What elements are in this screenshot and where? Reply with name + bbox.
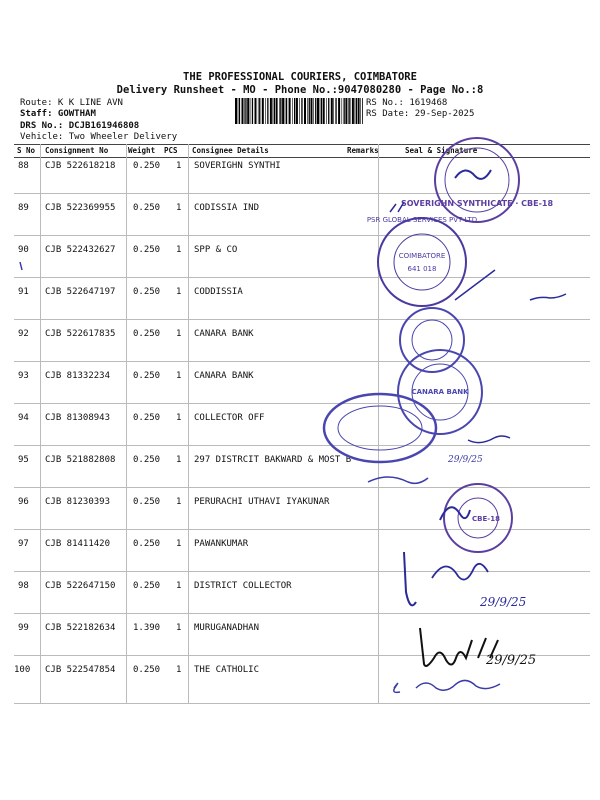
barcode-bar [280, 98, 281, 124]
row-consignee: SPP & CO [194, 245, 238, 255]
barcode-bar [273, 98, 274, 124]
row-divider [14, 277, 590, 278]
barcode-bar [255, 98, 257, 124]
row-divider [14, 445, 590, 446]
seal-text: SOVERIGHN SYNTHICATE · CBE-18 [400, 199, 554, 208]
row-divider [14, 571, 590, 572]
barcode-bar [362, 98, 363, 124]
route-label: Route: K K LINE AVN [20, 98, 123, 108]
header-bottom-rule [14, 157, 590, 158]
row-consignment: CJB 81230393 [45, 497, 111, 507]
company-title: THE PROFESSIONAL COURIERS, COIMBATORE [183, 71, 417, 83]
column-divider [378, 144, 379, 704]
barcode-bar [358, 98, 360, 124]
barcode-bar [252, 98, 253, 124]
seal-text: PSR GLOBAL SERVICES PVT LTD [366, 216, 478, 224]
row-consignment: CJB 81332234 [45, 371, 111, 381]
barcode-bar [274, 98, 275, 124]
row-consignment: CJB 81308943 [45, 413, 111, 423]
vehicle-label: Vehicle: Two Wheeler Delivery [20, 132, 178, 142]
row-pcs: 1 [176, 329, 182, 339]
seal-stamp [378, 218, 466, 306]
rs-date: RS Date: 29-Sep-2025 [366, 109, 475, 119]
col-header-consignee: Consignee Details [192, 146, 269, 155]
row-weight: 0.250 [133, 455, 161, 465]
margin-mark [20, 262, 22, 270]
barcode-bar [270, 98, 272, 124]
row-sno: 92 [18, 329, 29, 339]
row-weight: 0.250 [133, 497, 161, 507]
row-sno: 96 [18, 497, 29, 507]
drs-number: DRS No.: DCJB161946808 [20, 121, 140, 131]
row-sno: 91 [18, 287, 29, 297]
barcode-bar [245, 98, 246, 124]
col-header-seal: Seal & Signature [405, 146, 478, 155]
barcode-bar [326, 98, 327, 124]
barcode-bar [282, 98, 284, 124]
row-consignee: THE CATHOLIC [194, 665, 260, 675]
barcode-bar [279, 98, 280, 124]
row-weight: 0.250 [133, 371, 161, 381]
seal-text: CBE-18 [472, 515, 500, 523]
row-weight: 0.250 [133, 287, 161, 297]
row-consignee: 297 DISTRCIT BAKWARD & MOST B [194, 455, 352, 465]
signature [468, 436, 510, 443]
barcode-bar [360, 98, 361, 124]
barcode-bar [247, 98, 249, 124]
barcode-bar [239, 98, 240, 124]
barcode-bar [317, 98, 319, 124]
seal-text: 641 018 [407, 265, 437, 273]
barcode-bar [309, 98, 310, 124]
barcode-bar [349, 98, 350, 124]
barcode-bar [296, 98, 298, 124]
row-sno: 89 [18, 203, 29, 213]
signature [394, 680, 500, 692]
seal-text: COIMBATORE [398, 252, 446, 260]
barcode-bar [356, 98, 357, 124]
row-sno: 99 [18, 623, 29, 633]
barcode-bar [335, 98, 336, 124]
row-consignment: CJB 522547854 [45, 665, 116, 675]
barcode-bar [304, 98, 306, 124]
row-weight: 0.250 [133, 665, 161, 675]
row-sno: 88 [18, 161, 29, 171]
row-consignee: CANARA BANK [194, 329, 254, 339]
row-weight: 0.250 [133, 161, 161, 171]
barcode-bar [259, 98, 260, 124]
row-pcs: 1 [176, 371, 182, 381]
column-divider [126, 144, 127, 704]
row-pcs: 1 [176, 581, 182, 591]
row-sno: 93 [18, 371, 29, 381]
barcode-bar [348, 98, 349, 124]
row-pcs: 1 [176, 413, 182, 423]
signature [440, 507, 470, 520]
row-weight: 0.250 [133, 329, 161, 339]
row-divider [14, 487, 590, 488]
row-consignee: PERURACHI UTHAVI IYAKUNAR [194, 497, 330, 507]
row-divider [14, 193, 590, 194]
row-sno: 97 [18, 539, 29, 549]
barcode-bar [265, 98, 266, 124]
row-sno: 98 [18, 581, 29, 591]
row-pcs: 1 [176, 203, 182, 213]
signature-stroke [404, 552, 416, 605]
row-sno: 94 [18, 413, 29, 423]
barcode-bar [267, 98, 268, 124]
barcode-bar [323, 98, 325, 124]
barcode-bar [258, 98, 259, 124]
barcode-bar [331, 98, 333, 124]
row-sno: 100 [14, 665, 31, 675]
barcode-bar [313, 98, 314, 124]
handwritten-date: 29/9/25 [448, 455, 483, 465]
row-consignee: CODDISSIA [194, 287, 243, 297]
barcode-bar [355, 98, 356, 124]
row-divider [14, 655, 590, 656]
row-sno: 90 [18, 245, 29, 255]
seal-stamp [444, 484, 512, 552]
barcode-bar [242, 98, 244, 124]
row-divider [14, 361, 590, 362]
barcode-bar [338, 98, 340, 124]
col-header-consignment: Consignment No [45, 146, 109, 155]
barcode-bar [333, 98, 334, 124]
barcode-bar [311, 98, 313, 124]
row-pcs: 1 [176, 623, 182, 633]
signature [455, 170, 491, 179]
row-divider [14, 529, 590, 530]
row-consignment: CJB 522618218 [45, 161, 116, 171]
row-consignee: SOVERIGHN SYNTHI [194, 161, 281, 171]
row-consignee: COLLECTOR OFF [194, 413, 265, 423]
row-weight: 0.250 [133, 245, 161, 255]
row-consignee: CODISSIA IND [194, 203, 260, 213]
row-consignment: CJB 521882808 [45, 455, 116, 465]
barcode-bar [250, 98, 251, 124]
barcode-bar [285, 98, 286, 124]
col-header-weight: Weight [128, 146, 156, 155]
row-consignee: MURUGANADHAN [194, 623, 260, 633]
signature [368, 477, 428, 483]
barcode-bar [286, 98, 287, 124]
row-divider [14, 235, 590, 236]
signature-stroke [455, 270, 495, 300]
barcode-bar [262, 98, 264, 124]
row-consignment: CJB 522647150 [45, 581, 116, 591]
row-divider [14, 613, 590, 614]
column-divider [40, 144, 41, 704]
barcode-bar [294, 98, 295, 124]
col-header-remarks: Remarks [347, 146, 379, 155]
handwritten-date: 29/9/25 [486, 653, 537, 668]
seal-stamp [324, 308, 482, 462]
seal-text: CANARA BANK [411, 388, 469, 396]
row-weight: 1.390 [133, 623, 161, 633]
row-weight: 0.250 [133, 203, 161, 213]
signature [530, 294, 566, 300]
barcode-bar [289, 98, 291, 124]
rs-number: RS No.: 1619468 [366, 98, 448, 108]
row-sno: 95 [18, 455, 29, 465]
row-pcs: 1 [176, 245, 182, 255]
barcode-bar [301, 98, 302, 124]
row-divider [14, 403, 590, 404]
barcode-bar [292, 98, 293, 124]
barcode-bar [344, 98, 345, 124]
row-weight: 0.250 [133, 581, 161, 591]
barcode-bar [307, 98, 308, 124]
signature [420, 628, 498, 666]
barcode-bar [299, 98, 300, 124]
column-divider [188, 144, 189, 704]
row-consignment: CJB 522369955 [45, 203, 116, 213]
barcode-bar [235, 98, 237, 124]
signature [390, 202, 404, 212]
barcode-bar [238, 98, 239, 124]
row-consignee: DISTRICT COLLECTOR [194, 581, 292, 591]
row-divider [14, 703, 590, 704]
barcode-bar [342, 98, 343, 124]
row-consignee: CANARA BANK [194, 371, 254, 381]
row-pcs: 1 [176, 665, 182, 675]
barcode [235, 98, 363, 124]
runsheet-subtitle: Delivery Runsheet - MO - Phone No.:9047080280 - Page No.:8 [116, 84, 484, 96]
row-pcs: 1 [176, 287, 182, 297]
row-pcs: 1 [176, 539, 182, 549]
row-consignment: CJB 81411420 [45, 539, 111, 549]
row-consignee: PAWANKUMAR [194, 539, 249, 549]
row-consignment: CJB 522432627 [45, 245, 116, 255]
barcode-bar [345, 98, 347, 124]
row-pcs: 1 [176, 161, 182, 171]
barcode-bar [244, 98, 245, 124]
row-pcs: 1 [176, 455, 182, 465]
row-consignment: CJB 522647197 [45, 287, 116, 297]
col-header-pcs: PCS [164, 146, 178, 155]
row-weight: 0.250 [133, 539, 161, 549]
row-consignment: CJB 522182634 [45, 623, 116, 633]
handwritten-date: 29/9/25 [480, 595, 527, 609]
header-top-rule [14, 144, 590, 145]
row-pcs: 1 [176, 497, 182, 507]
row-consignment: CJB 522617835 [45, 329, 116, 339]
barcode-bar [315, 98, 316, 124]
barcode-bar [276, 98, 278, 124]
staff-label: Staff: GOWTHAM [20, 109, 96, 119]
barcode-bar [321, 98, 322, 124]
row-weight: 0.250 [133, 413, 161, 423]
barcode-bar [328, 98, 329, 124]
row-divider [14, 319, 590, 320]
barcode-bar [352, 98, 354, 124]
barcode-bar [320, 98, 321, 124]
col-header-sno: S No [17, 146, 36, 155]
